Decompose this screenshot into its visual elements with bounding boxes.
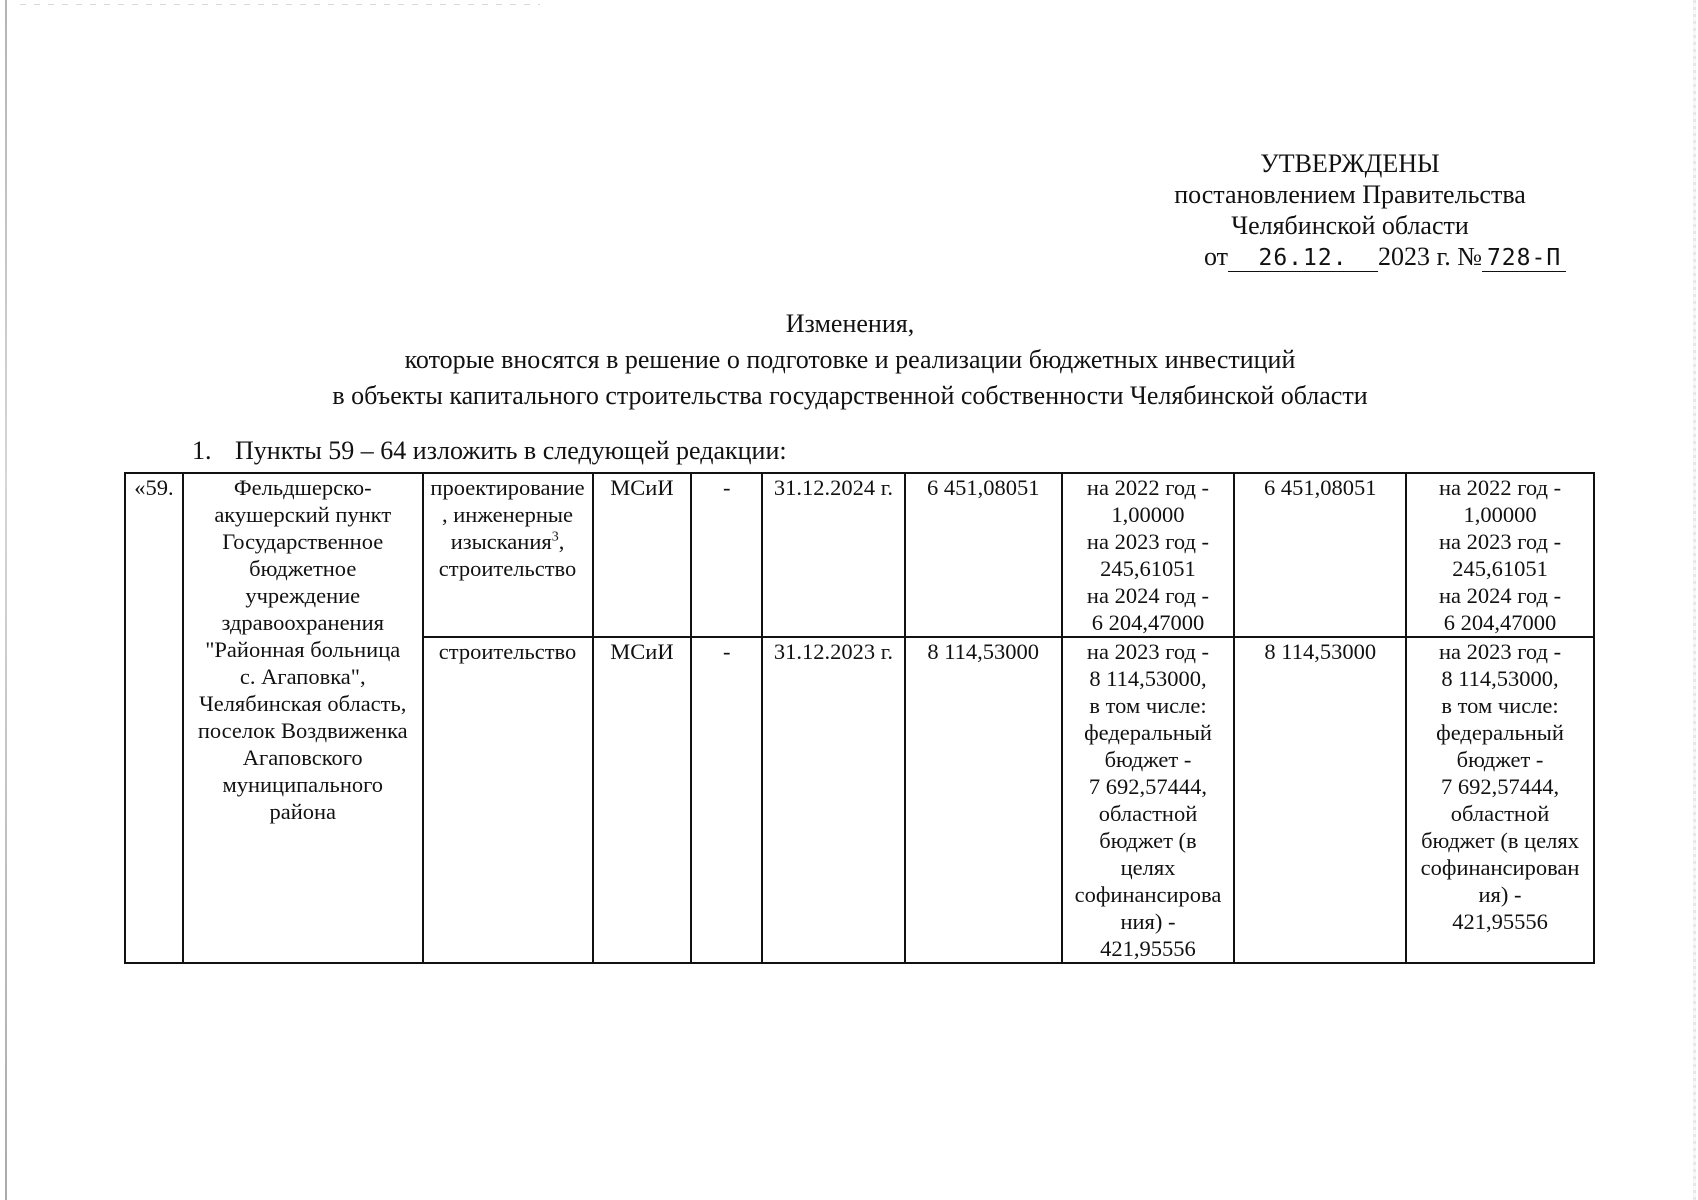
dash-cell: - xyxy=(691,473,762,637)
work-type-cell: строительство xyxy=(423,637,593,963)
cell-line: областной xyxy=(1098,801,1198,826)
cell-line: ния) - xyxy=(1120,909,1176,934)
cell-line: 8 114,53000, xyxy=(1089,666,1207,691)
object-name-line: Фельдшерско- xyxy=(233,475,372,500)
heading-line-3: в объекты капитального строительства государственной собственности Челябинской области xyxy=(332,381,1368,410)
object-name-line: учреждение xyxy=(245,583,361,608)
investment-cell: 8 114,53000 xyxy=(1234,637,1406,963)
cell-line: целях xyxy=(1120,855,1176,880)
cell-line: бюджет - xyxy=(1456,747,1544,772)
object-name-line: здравоохранения xyxy=(221,610,384,635)
dash-cell: - xyxy=(691,637,762,963)
item-number: 1. xyxy=(192,436,212,465)
cell-line: 421,95556 xyxy=(1100,936,1196,961)
scan-edge-top xyxy=(20,4,540,5)
scan-edge-left xyxy=(5,0,7,1200)
work-line: изыскания xyxy=(450,529,552,554)
date-prefix: от xyxy=(1204,242,1229,271)
object-name-line: с. Агаповка", xyxy=(239,664,366,689)
cell-line: ия) - xyxy=(1478,882,1522,907)
cost-by-year-cell xyxy=(1062,473,1235,637)
cell-line: на 2024 год - xyxy=(1086,583,1210,608)
approval-line-2: Челябинской области xyxy=(1231,211,1469,240)
object-name-line: поселок Воздвиженка xyxy=(197,718,408,743)
decree-number: 728-П xyxy=(1482,245,1566,272)
cell-line: на 2022 год - xyxy=(1086,475,1210,500)
heading-line-1: Изменения, xyxy=(785,309,915,338)
cell-line: 245,61051 xyxy=(1452,556,1548,581)
investment-cell: 6 451,08051 xyxy=(1234,473,1406,637)
cost-cell: 8 114,53000 xyxy=(905,637,1062,963)
cell-line: на 2024 год - xyxy=(1438,583,1562,608)
work-type-cell xyxy=(423,473,593,637)
footnote-mark: 3 xyxy=(551,529,559,545)
object-name-cell xyxy=(183,473,423,963)
cell-line: 8 114,53000, xyxy=(1441,666,1559,691)
item-text: Пункты 59 – 64 изложить в следующей редакции: xyxy=(235,436,787,465)
cost-cell: 6 451,08051 xyxy=(905,473,1062,637)
cell-line: 421,95556 xyxy=(1452,909,1548,934)
cell-line: 7 692,57444, xyxy=(1440,774,1560,799)
cell-line: бюджет (в xyxy=(1099,828,1197,853)
cost-by-year-cell xyxy=(1062,637,1235,963)
cell-line: 6 204,47000 xyxy=(1091,610,1205,635)
cell-line: софинансирован xyxy=(1420,855,1580,880)
customer-cell: МСиИ xyxy=(593,637,692,963)
entry-number: «59. xyxy=(125,473,183,963)
object-name-line: муниципального xyxy=(222,772,384,797)
object-name-line: акушерский пункт xyxy=(214,502,392,527)
approval-line-1: постановлением Правительства xyxy=(1174,180,1526,209)
work-line: , инженерные xyxy=(442,502,574,527)
year-text: 2023 г. № xyxy=(1378,242,1483,271)
object-name-line: Государственное xyxy=(222,529,384,554)
work-line: проектирование xyxy=(430,475,585,500)
scan-edge-right xyxy=(1693,0,1696,1200)
cell-line: в том числе: xyxy=(1441,693,1559,718)
item-1 xyxy=(192,436,787,466)
cell-line: на 2023 год - xyxy=(1438,529,1562,554)
cell-line: федеральный xyxy=(1084,720,1212,745)
cell-line: областной xyxy=(1450,801,1550,826)
investment-by-year-cell xyxy=(1406,637,1594,963)
deadline-cell: 31.12.2024 г. xyxy=(762,473,905,637)
deadline-cell: 31.12.2023 г. xyxy=(762,637,905,963)
cell-line: на 2022 год - xyxy=(1438,475,1562,500)
cell-line: на 2023 год - xyxy=(1438,639,1562,664)
heading-line-2: которые вносятся в решение о подготовке и реализации бюджетных инвестиций xyxy=(404,345,1296,374)
cell-line: на 2023 год - xyxy=(1086,639,1210,664)
approval-block xyxy=(1100,148,1600,272)
work-line: строительство xyxy=(438,556,577,581)
object-name-line: "Районная больница xyxy=(205,637,401,662)
table-row-1 xyxy=(125,473,1594,637)
approval-title: УТВЕРЖДЕНЫ xyxy=(1260,149,1440,178)
cell-line: бюджет (в целях xyxy=(1421,828,1579,853)
cell-line: 245,61051 xyxy=(1100,556,1196,581)
cell-line: 6 204,47000 xyxy=(1443,610,1557,635)
object-name-line: Агаповского xyxy=(242,745,363,770)
object-name-line: Челябинская область, xyxy=(199,691,407,716)
cell-line: 1,00000 xyxy=(1463,502,1537,527)
cell-line: в том числе: xyxy=(1089,693,1207,718)
customer-cell: МСиИ xyxy=(593,473,692,637)
document-heading xyxy=(200,306,1500,414)
cell-line: федеральный xyxy=(1436,720,1564,745)
work-line: , xyxy=(558,529,565,554)
date-value: 26.12. xyxy=(1228,245,1378,272)
cell-line: софинансирова xyxy=(1074,882,1222,907)
changes-table xyxy=(124,472,1595,964)
object-name-line: района xyxy=(269,799,337,824)
approval-date-line xyxy=(1100,241,1600,272)
object-name-line: бюджетное xyxy=(249,556,357,581)
investment-by-year-cell xyxy=(1406,473,1594,637)
cell-line: на 2023 год - xyxy=(1086,529,1210,554)
cell-line: 1,00000 xyxy=(1111,502,1185,527)
cell-line: 7 692,57444, xyxy=(1088,774,1208,799)
cell-line: бюджет - xyxy=(1104,747,1192,772)
